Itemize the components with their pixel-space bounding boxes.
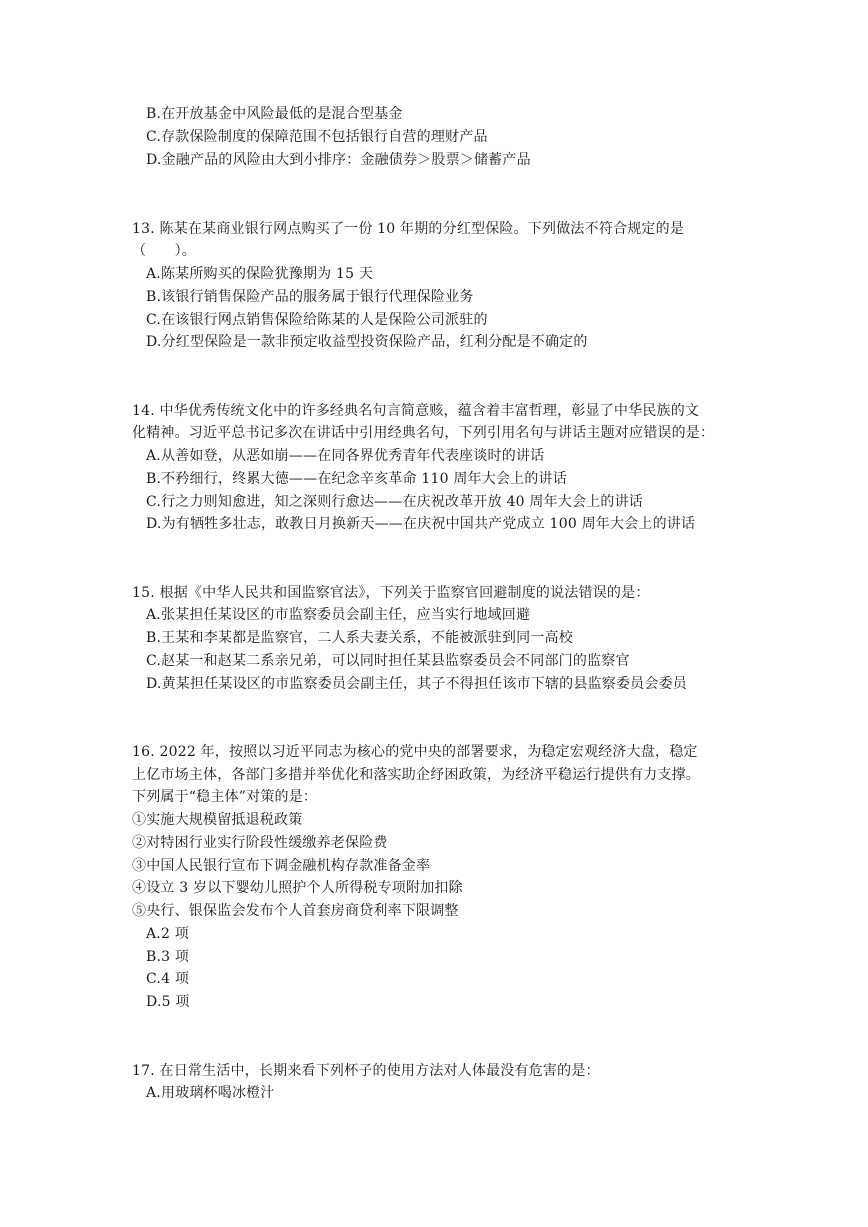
- q16-item-5: ⑤央行、银保监会发布个人首套房商贷利率下限调整: [132, 903, 459, 919]
- q16-option-c: C.4 项: [146, 971, 190, 987]
- q16-option-d: D.5 项: [146, 994, 190, 1010]
- q13-option-d: D.分红型保险是一款非预定收益型投资保险产品，红利分配是不确定的: [146, 334, 588, 350]
- q13-stem-line2: （ ）。: [132, 243, 196, 259]
- q16-item-4: ④设立 3 岁以下婴幼儿照护个人所得税专项附加扣除: [132, 880, 463, 896]
- q16-item-1: ①实施大规模留抵退税政策: [132, 812, 303, 828]
- q17-stem-line1: 17. 在日常生活中，长期来看下列杯子的使用方法对人体最没有危害的是：: [132, 1063, 600, 1079]
- q15-option-d: D.黄某担任某设区的市监察委员会副主任，其子不得担任该市下辖的县监察委员会委员: [146, 676, 687, 692]
- q12-option-b: B.在开放基金中风险最低的是混合型基金: [146, 106, 403, 122]
- q16-stem-line3: 下列属于“稳主体”对策的是：: [132, 789, 318, 805]
- q13-stem-line1: 13. 陈某在某商业银行网点购买了一份 10 年期的分红型保险。下列做法不符合规定的是: [132, 221, 685, 237]
- q17-option-a: A.用玻璃杯喝冰橙汁: [146, 1085, 275, 1101]
- q16-option-a: A.2 项: [146, 926, 189, 942]
- q14-option-b: B.不矜细行，终累大德——在纪念辛亥革命 110 周年大会上的讲话: [146, 471, 567, 487]
- q16-stem-line1: 16. 2022 年，按照以习近平同志为核心的党中央的部署要求，为稳定宏观经济大盘，稳定: [132, 744, 698, 760]
- q15-option-a: A.张某担任某设区的市监察委员会副主任，应当实行地域回避: [146, 607, 531, 623]
- q14-option-d: D.为有牺牲多壮志，敢教日月换新天——在庆祝中国共产党成立 100 周年大会上的讲话: [146, 516, 696, 532]
- q16-stem-line2: 上亿市场主体，各部门多措并举优化和落实助企纾困政策，为经济平稳运行提供有力支撑。: [132, 767, 700, 783]
- q13-option-a: A.陈某所购买的保险犹豫期为 15 天: [146, 266, 374, 282]
- q14-stem-line2: 化精神。习近平总书记多次在讲话中引用经典名句，下列引用名句与讲话主题对应错误的是：: [132, 425, 715, 441]
- q14-stem-line1: 14. 中华优秀传统文化中的许多经典名句言简意赅，蕴含着丰富哲理，彰显了中华民族的文: [132, 403, 700, 419]
- q13-option-c: C.在该银行网点销售保险给陈某的人是保险公司派驻的: [146, 312, 488, 328]
- q16-option-b: B.3 项: [146, 949, 190, 965]
- q15-option-b: B.王某和李某都是监察官，二人系夫妻关系，不能被派驻到同一高校: [146, 630, 573, 646]
- q14-option-a: A.从善如登，从恶如崩——在同各界优秀青年代表座谈时的讲话: [146, 448, 545, 464]
- q16-item-3: ③中国人民银行宣布下调金融机构存款准备金率: [132, 858, 431, 874]
- q14-option-c: C.行之力则知愈进，知之深则行愈达——在庆祝改革开放 40 周年大会上的讲话: [146, 494, 643, 510]
- q12-option-c: C.存款保险制度的保障范围不包括银行自营的理财产品: [146, 129, 488, 145]
- q15-option-c: C.赵某一和赵某二系亲兄弟，可以同时担任某县监察委员会不同部门的监察官: [146, 653, 630, 669]
- q16-item-2: ②对特困行业实行阶段性缓缴养老保险费: [132, 835, 388, 851]
- q15-stem-line1: 15. 根据《中华人民共和国监察官法》，下列关于监察官回避制度的说法错误的是：: [132, 585, 650, 601]
- q13-option-b: B.该银行销售保险产品的服务属于银行代理保险业务: [146, 289, 474, 305]
- q12-option-d: D.金融产品的风险由大到小排序：金融债券＞股票＞储蓄产品: [146, 152, 531, 168]
